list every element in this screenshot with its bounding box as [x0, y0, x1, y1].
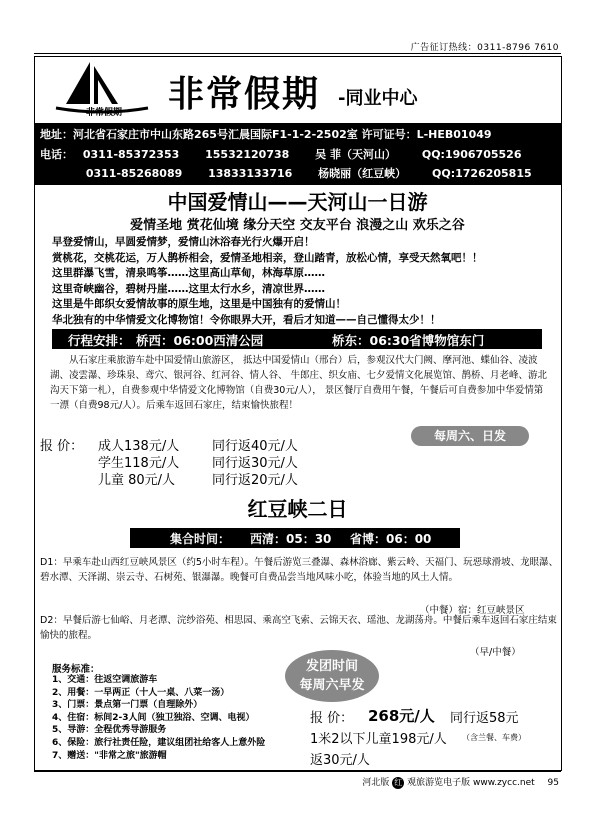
highlight-line: 这里奇峡幽谷，碧树丹崖……这里太行水乡，清凉世界……	[52, 282, 325, 295]
tour2-day1: D1：早乘车赴山西红豆峡风景区（约5小时车程）。午餐后游览三叠瀑、森林浴廊、紫云岭、天福门、玩惡球滑坡、龙眼瀑、碧水潭、天泽湖、崇云寺、石树苑、银瀑瀑。晚餐可自费品尝当地风味小吃，体验当地的风土人情。	[40, 557, 559, 583]
return-adult: 同行返40元/人	[212, 439, 298, 454]
highlight-line: 赏桃花，交桃花运，万人鹊桥相会，爱情圣地相亲，登山踏青，放松心情，享受天然氧吧！！	[52, 251, 483, 264]
tour1-schedule-bar	[52, 329, 542, 349]
contact-person-2: 杨晓丽（红豆峡）	[318, 167, 407, 180]
service-item: 2、用餐：一早两正（十人一桌、八菜一汤）	[52, 687, 230, 698]
tour2-day2-meal: （早/中餐）	[470, 647, 521, 658]
contact-block	[34, 123, 562, 185]
service-item: 7、赠送："非常之旅"旅游帽	[52, 750, 167, 761]
tour1-highlights	[52, 235, 542, 328]
contact-line-2	[40, 165, 532, 181]
gather-label: 集合时间：	[170, 532, 231, 546]
qq-1: QQ:1906705526	[421, 148, 522, 161]
page-number: 95	[547, 778, 559, 788]
tour1-title: 中国爱情山——天河山一日游	[167, 190, 428, 214]
tour1-subtitle: 爱情圣地 赏花仙境 缘分天空 交友平台 浪漫之山 欢乐之谷	[130, 218, 465, 233]
service-item: 6、保险：旅行社责任险，建议组团社给客人上意外险	[52, 737, 266, 748]
contact-person-1: 吴 菲（天河山）	[315, 148, 396, 161]
service-item: 3、门票：景点第一门票（自理除外）	[52, 700, 203, 711]
service-item: 4、住宿：标间2-3人间（独卫独浴、空调、电视）	[52, 712, 255, 723]
schedule-qiaoxi: 桥西：06:00西清公园	[136, 333, 264, 348]
tour2-departure-badge	[285, 650, 379, 702]
highlight-line: 这里是牛郎织女爱情故事的原生地，这里是中国独有的爱情山！	[52, 298, 346, 310]
footer-site: 观旅游览电子版 www.zycc.net	[407, 778, 535, 788]
ad-hotline: 广告征订热线：0311-8796 7610	[410, 43, 559, 53]
departure-text: 每周六早发	[299, 678, 365, 693]
tour2-adult-price: 268元/人	[368, 707, 435, 725]
phone-2: 0311-85268089	[85, 167, 183, 180]
tour2-day2: D2：早餐后游七仙峪、月老潭、浣纱浴苑、相思园、乘高空飞索、云锦天衣、瑶池、龙湖荡舟。中餐后乘车返回石家庄结束愉快的旅程。	[40, 615, 557, 641]
address-line: 地址：河北省石家庄市中山东路265号汇晨国际F1-1-2-2502室 许可证号：L-HEB01049	[40, 128, 492, 141]
footer-circle-icon: 红	[394, 778, 403, 787]
tour1-price-label: 报 价：	[40, 439, 84, 454]
return-child: 同行返20元/人	[212, 473, 298, 488]
gather-shengbo: 省博：06：00	[350, 532, 432, 546]
brand-suffix: -同业中心	[338, 88, 418, 109]
highlight-line: 这里群瀑飞雪，清泉鸣筝……这里高山草甸，林海草原……	[52, 267, 325, 279]
mobile-1: 15532120738	[205, 148, 290, 161]
highlight-line: 华北独有的中华情爱文化博物馆！令你眼界大开，看后才知道——自己懂得太少！！	[52, 313, 441, 326]
mobile-2: 13833133716	[208, 167, 293, 180]
price-adult: 成人138元/人	[98, 439, 180, 454]
tour1-departure-badge: 每周六、日发	[411, 426, 529, 446]
qq-2: QQ:1726205815	[432, 167, 532, 180]
top-divider	[34, 53, 561, 54]
footer-region: 河北版	[362, 778, 390, 788]
tour2-gather-bar	[130, 528, 460, 548]
tour2-price-label: 报 价：	[310, 711, 354, 726]
service-title: 服务标准：	[52, 664, 100, 675]
highlight-line: 早登爱情山，早圆爱情梦，爱情山沐浴春光行火爆开启！	[52, 236, 315, 248]
departure-title: 发团时间	[305, 659, 358, 674]
footer	[362, 775, 559, 789]
price-child: 儿童 80元/人	[98, 473, 176, 488]
tour2-child-note: （含兰餐、车费）	[462, 733, 526, 742]
footer-divider	[34, 771, 561, 772]
phone-1: 0311-85372353	[82, 148, 180, 161]
logo-text: 非常假期	[86, 108, 123, 118]
contact-line-1	[40, 146, 521, 162]
service-item: 5、导游：全程优秀导游服务	[52, 725, 167, 736]
return-student: 同行返30元/人	[212, 456, 298, 471]
tour2-adult-return: 同行返58元	[450, 711, 519, 726]
tour2-day1-meal: （中餐）宿：红豆峡景区	[420, 605, 525, 616]
brand-name: 非常假期	[168, 74, 321, 115]
schedule-label: 行程安排：	[68, 333, 131, 348]
service-item: 1、交通：往返空调旅游车	[52, 675, 158, 685]
service-list	[52, 674, 265, 762]
gather-xiqing: 西清：05：30	[250, 532, 332, 546]
phone-label: 电话：	[40, 148, 73, 161]
schedule-qiaodong: 桥东：06:30省博物馆东门	[332, 333, 485, 348]
tour2-title: 红豆峡二日	[247, 497, 348, 521]
tour1-itinerary: 从石家庄乘旅游车赴中国爱情山旅游区， 抵达中国爱情山（邢台）后，参观汉代大门阙、摩河池、蝶仙谷、凌波湖、凌雲瀑、珍珠泉、鸢穴、银河谷、红河谷、情人谷、 牛郎庄、织女庙、七夕爱情文化展览馆、鹊桥、月老峰、游北沟天下第一札），自费参观中华情爱文化博物馆（自费30元/人）， 景区餐厅自费用午餐，午餐后可自费参加中华爱情第一漂（自费98元/人）。后乘车返回石家庄，结束愉快旅程！	[50, 355, 548, 411]
tour2-child-price: 1米2以下儿童198元/人	[310, 732, 447, 747]
tour2-child-return: 返30元/人	[310, 753, 370, 768]
price-student: 学生118元/人	[98, 456, 180, 471]
